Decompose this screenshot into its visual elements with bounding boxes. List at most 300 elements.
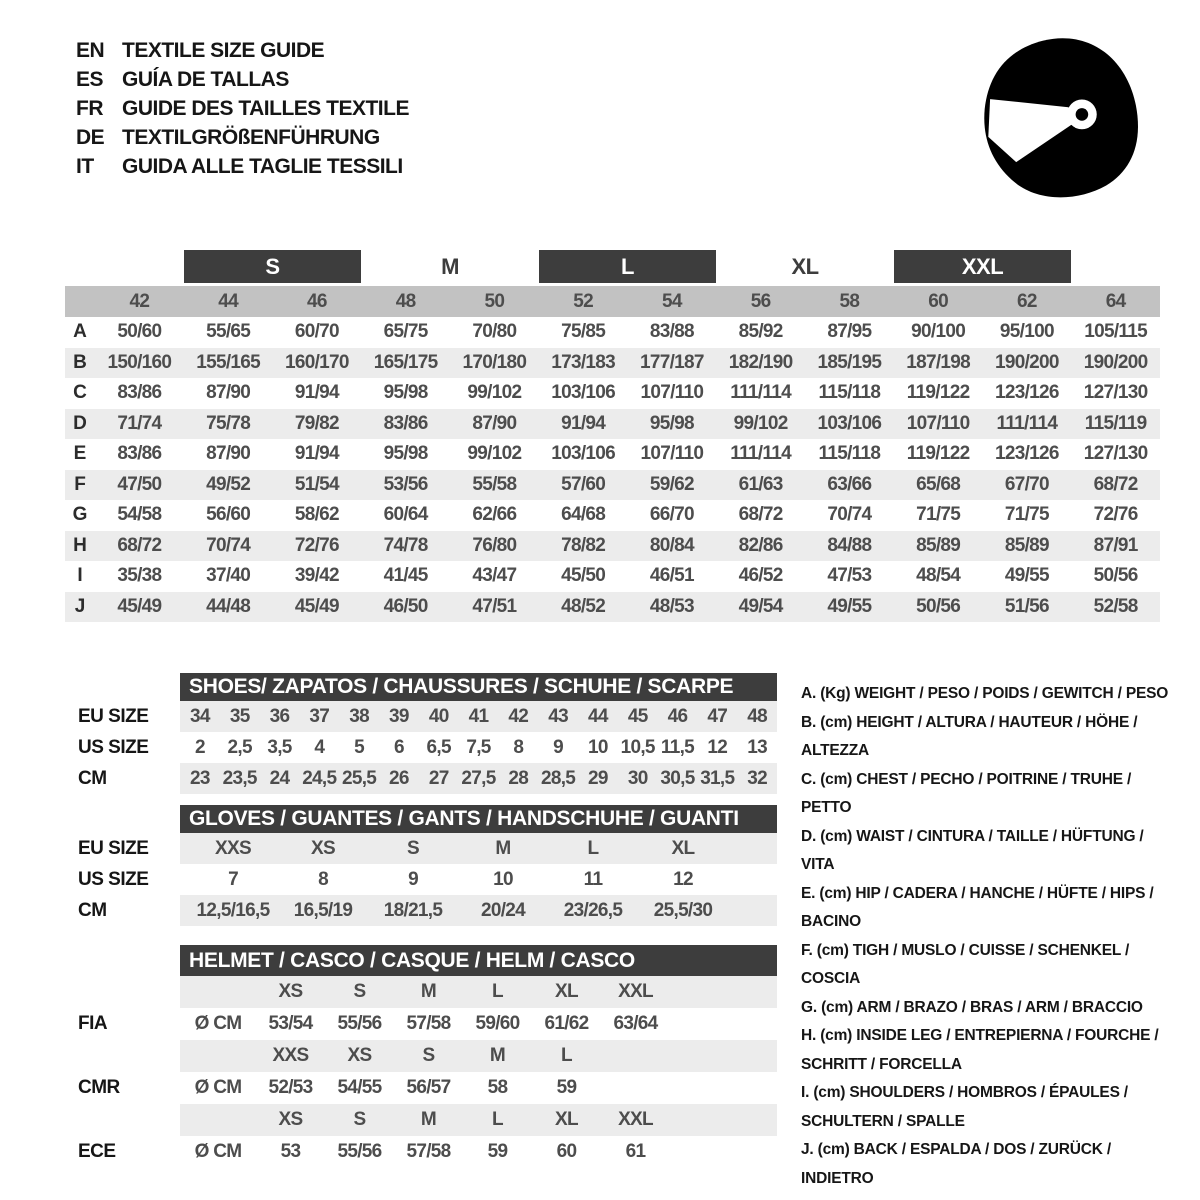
size-value: 111/114: [730, 443, 791, 465]
helmet-value: 58: [487, 1077, 508, 1098]
unit-column-spacer: [180, 976, 256, 1008]
size-value: 187/198: [906, 351, 971, 373]
shoes-value: 42: [508, 705, 529, 727]
gloves-value: XS: [311, 837, 335, 859]
size-value: 76/80: [472, 534, 517, 556]
helmet-size-header: M: [489, 1045, 506, 1066]
helmet-value: 52/53: [268, 1077, 313, 1098]
size-value: 74/78: [383, 534, 428, 556]
size-value: 68/72: [117, 534, 162, 556]
language-list: [76, 36, 409, 181]
language-row: [76, 94, 409, 123]
textile-row: [65, 561, 1160, 592]
diameter-unit-label: Ø CM: [194, 1141, 242, 1162]
size-value: 82/86: [738, 534, 783, 556]
language-code: EN: [76, 38, 105, 62]
size-column-header: 60: [928, 290, 948, 312]
size-value: 111/114: [996, 412, 1058, 434]
gloves-strip: [180, 895, 777, 926]
size-column-header: 62: [1017, 290, 1037, 312]
size-value: 62/66: [472, 504, 517, 526]
size-column-header: 46: [307, 290, 327, 312]
size-value: 190/200: [1083, 351, 1148, 373]
size-value: 57/60: [561, 473, 606, 495]
gloves-value: M: [495, 837, 511, 859]
textile-row: [65, 470, 1160, 501]
size-value: 60/64: [383, 504, 428, 526]
gloves-value: 9: [408, 868, 418, 890]
shoes-value: 3,5: [267, 736, 292, 758]
gloves-value: S: [407, 837, 419, 859]
row-letter: B: [73, 351, 87, 373]
size-value: 72/76: [294, 534, 339, 556]
size-value: 51/56: [1004, 595, 1049, 617]
size-value: 58/62: [294, 504, 339, 526]
shoes-value: 6: [393, 736, 404, 758]
shoes-value: 5: [354, 736, 365, 758]
size-value: 49/55: [827, 595, 872, 617]
shoes-value: 13: [747, 736, 767, 758]
textile-row: [65, 348, 1160, 379]
size-value: 59/62: [649, 473, 694, 495]
size-value: 71/75: [916, 504, 961, 526]
shoes-value: 23,5: [222, 767, 257, 789]
helmet-value-strip: [180, 1072, 777, 1104]
size-value: 55/58: [472, 473, 517, 495]
size-value: 79/82: [294, 412, 339, 434]
textile-row: [65, 409, 1160, 440]
gloves-value: 8: [318, 868, 328, 890]
size-value: 103/106: [551, 382, 616, 404]
helmet-size-row: [78, 1104, 777, 1136]
helmet-value: 53: [280, 1141, 301, 1162]
helmet-value: 55/56: [337, 1013, 382, 1034]
size-value: 70/80: [472, 321, 517, 343]
gloves-row-label: CM: [78, 899, 107, 921]
gloves-value: 18/21,5: [383, 899, 443, 921]
helmet-size-header: XL: [555, 1109, 578, 1130]
shoes-strip: [180, 701, 777, 732]
size-value: 78/82: [561, 534, 606, 556]
language-code: ES: [76, 67, 104, 91]
size-value: 43/47: [472, 565, 517, 587]
size-value: 51/54: [294, 473, 339, 495]
size-value: 61/63: [738, 473, 783, 495]
size-value: 48/52: [561, 595, 606, 617]
gloves-strip: [180, 833, 777, 864]
size-column-header: 42: [129, 290, 150, 312]
textile-size-table: [65, 250, 1160, 622]
size-value: 91/94: [294, 443, 339, 465]
helmet-size-header: S: [353, 1109, 366, 1130]
shoes-value: 47: [707, 705, 728, 727]
gloves-value: 10: [493, 868, 513, 890]
gloves-row: [78, 864, 777, 895]
size-value: 115/118: [818, 443, 881, 465]
gloves-row-label: EU SIZE: [78, 837, 149, 859]
size-value: 80/84: [649, 534, 694, 556]
shoes-value: 30: [627, 767, 648, 789]
shoes-value: 37: [309, 705, 330, 727]
shoes-value: 6,5: [426, 736, 451, 758]
helmet-value: 59: [487, 1141, 508, 1162]
size-value: 47/50: [117, 473, 162, 495]
size-value: 83/86: [117, 443, 162, 465]
shoes-value: 34: [190, 705, 210, 727]
shoes-value: 44: [588, 705, 608, 727]
size-column-header: 56: [750, 290, 771, 312]
size-value: 115/119: [1084, 412, 1147, 434]
shoes-value: 26: [389, 767, 409, 789]
helmet-value: 57/58: [406, 1141, 451, 1162]
size-value: 68/72: [1093, 473, 1138, 495]
language-row: [76, 65, 409, 94]
shoes-value: 28,5: [540, 767, 576, 789]
diameter-unit-label: Ø CM: [194, 1013, 242, 1034]
row-letter: I: [77, 565, 83, 587]
size-value: 177/187: [639, 351, 704, 373]
size-value: 45/49: [117, 595, 162, 617]
legend-item: G. (cm) ARM / BRAZO / BRAS / ARM / BRACCIO: [801, 998, 1143, 1016]
size-value: 37/40: [206, 565, 251, 587]
helmet-size-strip: [180, 1104, 777, 1136]
size-value: 103/106: [551, 443, 616, 465]
helmet-value-row: [78, 1008, 777, 1040]
size-value: 111/114: [730, 382, 791, 404]
size-value: 95/98: [649, 412, 694, 434]
size-value: 107/110: [906, 412, 970, 434]
size-value: 63/66: [827, 473, 872, 495]
shoes-value: 41: [468, 705, 489, 727]
shoes-value: 25,5: [341, 767, 377, 789]
helmet-value: 56/57: [406, 1077, 451, 1098]
helmet-value: 63/64: [613, 1013, 658, 1034]
helmet-value-strip: [180, 1008, 777, 1040]
helmet-value: 59/60: [475, 1013, 520, 1034]
textile-row: [65, 439, 1160, 470]
helmet-size-header: XL: [555, 981, 578, 1002]
size-value: 170/180: [462, 351, 527, 373]
size-value: 49/55: [1004, 565, 1049, 587]
size-value: 71/74: [117, 412, 162, 434]
language-title: TEXTILE SIZE GUIDE: [122, 38, 325, 62]
shoes-value: 40: [428, 705, 449, 727]
letter-column-spacer: [65, 286, 95, 317]
gloves-value: L: [587, 837, 599, 859]
helmet-value: 55/56: [337, 1141, 382, 1162]
helmet-size-header: M: [420, 1109, 437, 1130]
size-value: 83/86: [117, 382, 162, 404]
size-value: 39/42: [294, 565, 339, 587]
size-value: 85/89: [1004, 534, 1049, 556]
shoes-value: 46: [667, 705, 688, 727]
shoes-value: 38: [349, 705, 369, 727]
gloves-value: XL: [671, 837, 695, 859]
legend-item: I. (cm) SHOULDERS / HOMBROS / ÉPAULES / SCHULTERN / SPALLE: [801, 1084, 1128, 1130]
unit-column-spacer: [180, 1040, 256, 1072]
size-value: 87/90: [472, 412, 517, 434]
size-value: 105/115: [1084, 321, 1147, 343]
size-value: 155/165: [196, 351, 261, 373]
helmet-size-strip: [180, 976, 777, 1008]
shoes-row-label: EU SIZE: [78, 705, 149, 727]
legend-item: F. (cm) TIGH / MUSLO / CUISSE / SCHENKEL / COSCIA: [801, 941, 1130, 987]
size-value: 48/54: [916, 565, 961, 587]
shoes-value: 28: [508, 767, 529, 789]
gloves-rows: [78, 833, 777, 926]
size-column-header: 48: [395, 290, 416, 312]
shoes-value: 45: [627, 705, 648, 727]
size-value: 56/60: [206, 504, 251, 526]
row-letter: E: [73, 443, 87, 465]
size-value: 91/94: [561, 412, 606, 434]
shoes-row: [78, 701, 777, 732]
size-value: 85/92: [738, 321, 783, 343]
helmet-table: [78, 945, 777, 1168]
shoes-value: 10,5: [620, 736, 655, 758]
shoes-table-title: SHOES/ ZAPATOS / CHAUSSURES / SCHUHE / SCARPE: [180, 673, 777, 701]
shoes-value: 39: [389, 705, 409, 727]
row-letter: G: [72, 504, 88, 526]
helmet-size-header: XXL: [618, 981, 653, 1002]
shoes-value: 10: [588, 736, 608, 758]
size-value: 41/45: [383, 565, 428, 587]
size-value: 107/110: [640, 443, 704, 465]
helmet-value: 59: [556, 1077, 577, 1098]
helmet-rows: [78, 976, 777, 1168]
language-code: FR: [76, 96, 103, 120]
standard-label: FIA: [78, 1013, 108, 1034]
size-column-header: 58: [839, 290, 860, 312]
size-value: 99/102: [467, 382, 522, 404]
size-value: 71/75: [1004, 504, 1049, 526]
standard-label: ECE: [78, 1141, 116, 1162]
size-group-xl: XL: [791, 253, 819, 279]
row-letter: D: [73, 412, 87, 434]
size-value: 90/100: [911, 321, 966, 343]
helmet-value: 61: [625, 1141, 646, 1162]
helmet-value-strip: [180, 1136, 777, 1168]
size-value: 190/200: [994, 351, 1059, 373]
row-letter: A: [73, 321, 87, 343]
size-value: 52/58: [1093, 595, 1138, 617]
helmet-value: 60: [556, 1141, 577, 1162]
size-column-header: 52: [573, 290, 593, 312]
legend-item: J. (cm) BACK / ESPALDA / DOS / ZURÜCK / INDIETRO: [801, 1141, 1111, 1187]
helmet-value-row: [78, 1072, 777, 1104]
size-value: 123/126: [994, 382, 1059, 404]
helmet-size-row: [78, 1040, 777, 1072]
size-value: 48/53: [649, 595, 694, 617]
row-letter: C: [73, 382, 87, 404]
size-value: 87/90: [206, 382, 251, 404]
size-value: 75/78: [206, 412, 251, 434]
standard-label: CMR: [78, 1077, 120, 1098]
shoes-value: 11,5: [660, 736, 695, 758]
helmet-table-title: HELMET / CASCO / CASQUE / HELM / CASCO: [180, 945, 777, 976]
helmet-size-header: S: [422, 1045, 435, 1066]
shoes-value: 31,5: [700, 767, 735, 789]
helmet-row-label-spacer: [78, 976, 180, 1008]
shoes-value: 36: [269, 705, 290, 727]
size-value: 54/58: [117, 504, 162, 526]
helmet-row-label-spacer: [78, 1040, 180, 1072]
size-value: 165/175: [373, 351, 438, 373]
size-value: 95/98: [383, 382, 428, 404]
textile-rows: [65, 317, 1160, 622]
size-value: 87/95: [827, 321, 872, 343]
size-value: 35/38: [117, 565, 162, 587]
size-value: 99/102: [733, 412, 788, 434]
size-group-s: S: [184, 250, 362, 283]
helmet-size-header: [601, 1040, 670, 1072]
size-column-header: 64: [1105, 290, 1126, 312]
shoes-value: 27,5: [461, 767, 496, 789]
helmet-value: [601, 1072, 670, 1104]
numeric-size-band: [65, 286, 1160, 317]
size-value: 119/122: [906, 443, 970, 465]
unit-column-spacer: [180, 1104, 256, 1136]
gloves-table-title: GLOVES / GUANTES / GANTS / HANDSCHUHE / GUANTI: [180, 805, 777, 833]
size-group-l: L: [539, 250, 717, 283]
shoes-value: 24,5: [302, 767, 337, 789]
shoes-value: 12: [707, 736, 728, 758]
gloves-value: 7: [228, 868, 238, 890]
size-value: 83/88: [649, 321, 694, 343]
gloves-table: [78, 805, 777, 926]
size-value: 46/51: [649, 565, 694, 587]
helmet-size-header: XS: [278, 1109, 303, 1130]
row-letter: F: [74, 473, 86, 495]
size-value: 68/72: [738, 504, 783, 526]
shoes-value: 8: [513, 736, 524, 758]
shoes-row-label: US SIZE: [78, 736, 149, 758]
size-value: 182/190: [728, 351, 793, 373]
size-value: 119/122: [906, 382, 970, 404]
size-value: 50/56: [1093, 565, 1138, 587]
legend-item: D. (cm) WAIST / CINTURA / TAILLE / HÜFTUNG / VITA: [801, 827, 1144, 873]
size-value: 84/88: [827, 534, 872, 556]
textile-row: [65, 531, 1160, 562]
size-value: 46/50: [383, 595, 428, 617]
gloves-value: 20/24: [480, 899, 526, 921]
size-value: 64/68: [561, 504, 606, 526]
language-code: IT: [76, 154, 94, 178]
size-column-header: 44: [218, 290, 238, 312]
row-letter: H: [73, 534, 87, 556]
size-group-band: [65, 250, 1160, 283]
racing-helmet-icon: [972, 28, 1154, 208]
language-row: [76, 36, 409, 65]
shoes-value: 2: [194, 736, 205, 758]
gloves-value: 16,5/19: [293, 899, 353, 921]
size-value: 53/56: [383, 473, 428, 495]
size-value: 87/90: [206, 443, 251, 465]
row-letter: J: [74, 595, 86, 617]
size-value: 127/130: [1083, 382, 1148, 404]
legend-item: C. (cm) CHEST / PECHO / POITRINE / TRUHE / PETTO: [801, 770, 1132, 816]
shoes-value: 35: [229, 705, 250, 727]
size-value: 85/89: [916, 534, 961, 556]
shoes-table: [78, 673, 777, 794]
shoes-value: 4: [314, 736, 325, 758]
size-value: 70/74: [206, 534, 251, 556]
size-value: 150/160: [107, 351, 172, 373]
size-value: 160/170: [284, 351, 349, 373]
size-value: 75/85: [561, 321, 606, 343]
size-value: 185/195: [817, 351, 882, 373]
helmet-size-header: XS: [347, 1045, 372, 1066]
size-value: 47/51: [472, 595, 517, 617]
size-group-m: M: [441, 253, 459, 279]
helmet-size-header: L: [492, 1109, 503, 1130]
gloves-strip: [180, 864, 777, 895]
helmet-value-row: [78, 1136, 777, 1168]
shoes-value: 9: [553, 736, 564, 758]
language-title: GUIDE DES TAILLES TEXTILE: [122, 96, 409, 120]
legend-item: A. (Kg) WEIGHT / PESO / POIDS / GEWITCH / PESO: [801, 685, 1169, 702]
language-title: GUIDA ALLE TAGLIE TESSILI: [122, 154, 403, 178]
size-value: 45/50: [561, 565, 606, 587]
size-value: 45/49: [294, 595, 339, 617]
size-value: 103/106: [817, 412, 882, 434]
helmet-value: 57/58: [406, 1013, 451, 1034]
helmet-value: 54/55: [337, 1077, 382, 1098]
helmet-size-header: L: [492, 981, 503, 1002]
gloves-value: 25,5/30: [653, 899, 713, 921]
diameter-unit-label: Ø CM: [194, 1077, 242, 1098]
size-value: 55/65: [206, 321, 251, 343]
size-value: 127/130: [1083, 443, 1148, 465]
gloves-row-label: US SIZE: [78, 868, 149, 890]
size-value: 95/98: [383, 443, 428, 465]
size-value: 50/56: [916, 595, 961, 617]
shoes-value: 30,5: [660, 767, 695, 789]
size-value: 65/75: [383, 321, 428, 343]
shoes-value: 29: [588, 767, 608, 789]
size-value: 47/53: [827, 565, 872, 587]
shoes-value: 2,5: [227, 736, 252, 758]
size-value: 49/54: [738, 595, 783, 617]
size-value: 46/52: [738, 565, 783, 587]
helmet-size-row: [78, 976, 777, 1008]
size-value: 49/52: [206, 473, 251, 495]
shoes-value: 48: [747, 705, 767, 727]
size-value: 95/100: [999, 321, 1054, 343]
shoes-value: 7,5: [466, 736, 491, 758]
textile-row: [65, 378, 1160, 409]
language-title: GUÍA DE TALLAS: [122, 67, 289, 91]
helmet-size-header: XXL: [618, 1109, 653, 1130]
shoes-strip: [180, 732, 777, 763]
size-value: 173/183: [551, 351, 616, 373]
size-value: 60/70: [294, 321, 339, 343]
helmet-size-strip: [180, 1040, 777, 1072]
shoes-rows: [78, 701, 777, 794]
shoes-value: 23: [190, 767, 210, 789]
gloves-value: XXS: [215, 837, 251, 859]
size-value: 50/60: [117, 321, 162, 343]
shoes-strip: [180, 763, 777, 794]
helmet-value: 53/54: [268, 1013, 313, 1034]
shoes-value: 24: [269, 767, 290, 789]
size-value: 87/91: [1093, 534, 1138, 556]
legend-item: E. (cm) HIP / CADERA / HANCHE / HÜFTE / HIPS / BACINO: [801, 884, 1154, 930]
helmet-size-header: M: [420, 981, 437, 1002]
gloves-value: 12: [673, 868, 693, 890]
size-value: 83/86: [383, 412, 428, 434]
size-value: 99/102: [467, 443, 522, 465]
